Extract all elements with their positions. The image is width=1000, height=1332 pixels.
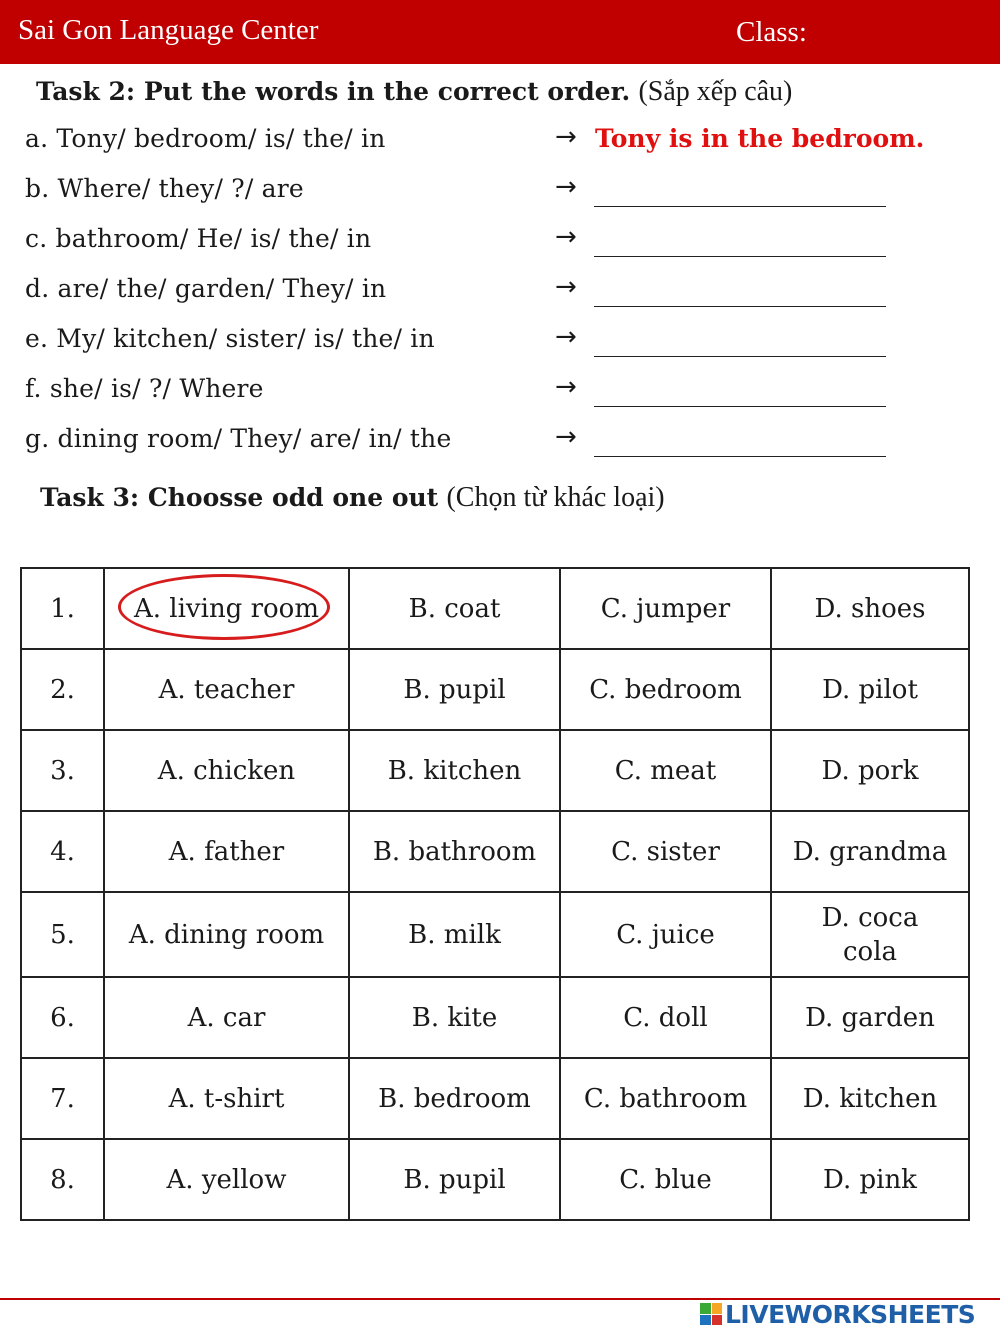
option-a[interactable]: A. dining room: [104, 892, 349, 977]
option-b[interactable]: B. kitchen: [349, 730, 560, 811]
answer-blank[interactable]: [594, 206, 886, 207]
answer-blank[interactable]: [594, 306, 886, 307]
task3-title: [40, 482, 665, 514]
option-a[interactable]: A. t-shirt: [104, 1058, 349, 1139]
option-a[interactable]: A. yellow: [104, 1139, 349, 1220]
task2-question: b. Where/ they/ ?/ are: [25, 174, 304, 203]
option-c[interactable]: C. meat: [560, 730, 771, 811]
task2-title-bold: Task 2: Put the words in the correct order.: [36, 77, 631, 106]
option-b[interactable]: B. kite: [349, 977, 560, 1058]
table-row: [21, 811, 969, 892]
option-a[interactable]: A. father: [104, 811, 349, 892]
option-c[interactable]: C. blue: [560, 1139, 771, 1220]
liveworksheets-logo: [700, 1300, 975, 1328]
row-number: 1.: [21, 568, 104, 649]
arrow-icon: →: [555, 122, 577, 152]
option-b[interactable]: B. pupil: [349, 1139, 560, 1220]
option-c[interactable]: C. sister: [560, 811, 771, 892]
arrow-icon: →: [555, 372, 577, 402]
table-row: [21, 977, 969, 1058]
logo-icon: [700, 1303, 722, 1325]
option-c[interactable]: C. bedroom: [560, 649, 771, 730]
task3-title-bold: Task 3: Choosse odd one out: [40, 483, 439, 512]
option-a[interactable]: A. car: [104, 977, 349, 1058]
table-row: [21, 730, 969, 811]
option-d[interactable]: D. pink: [771, 1139, 969, 1220]
option-c[interactable]: C. jumper: [560, 568, 771, 649]
header-bar: [0, 0, 1000, 64]
table-row: [21, 649, 969, 730]
center-name: Sai Gon Language Center: [18, 14, 319, 46]
task2-question: f. she/ is/ ?/ Where: [25, 374, 264, 403]
task2-question: e. My/ kitchen/ sister/ is/ the/ in: [25, 324, 435, 353]
option-c[interactable]: C. doll: [560, 977, 771, 1058]
row-number: 7.: [21, 1058, 104, 1139]
option-d[interactable]: D. kitchen: [771, 1058, 969, 1139]
task2-title-sub: (Sắp xếp câu): [638, 76, 793, 107]
task2-question: g. dining room/ They/ are/ in/ the: [25, 424, 452, 453]
table-row: [21, 568, 969, 649]
logo-text: LIVEWORKSHEETS: [725, 1299, 976, 1329]
table-row: [21, 1058, 969, 1139]
option-c[interactable]: C. bathroom: [560, 1058, 771, 1139]
task3-title-sub: (Chọn từ khác loại): [446, 482, 665, 513]
option-a[interactable]: A. chicken: [104, 730, 349, 811]
task2-item-a: [0, 124, 1000, 164]
task2-item-e: [0, 324, 1000, 364]
arrow-icon: →: [555, 172, 577, 202]
arrow-icon: →: [555, 322, 577, 352]
row-number: 8.: [21, 1139, 104, 1220]
option-d[interactable]: D. shoes: [771, 568, 969, 649]
option-b[interactable]: B. bathroom: [349, 811, 560, 892]
table-row: [21, 892, 969, 977]
task2-question: d. are/ the/ garden/ They/ in: [25, 274, 387, 303]
task2-item-b: [0, 174, 1000, 214]
option-b[interactable]: B. milk: [349, 892, 560, 977]
task2-answer: Tony is in the bedroom.: [595, 124, 925, 153]
arrow-icon: →: [555, 422, 577, 452]
option-d[interactable]: D. garden: [771, 977, 969, 1058]
option-d[interactable]: D. grandma: [771, 811, 969, 892]
answer-blank[interactable]: [594, 356, 886, 357]
option-d[interactable]: D. coca cola: [771, 892, 969, 977]
task2-item-f: [0, 374, 1000, 414]
arrow-icon: →: [555, 222, 577, 252]
task2-item-g: [0, 424, 1000, 464]
option-b[interactable]: B. coat: [349, 568, 560, 649]
option-a[interactable]: A. teacher: [104, 649, 349, 730]
option-b[interactable]: B. pupil: [349, 649, 560, 730]
task2-title: [36, 76, 792, 108]
row-number: 2.: [21, 649, 104, 730]
task2-question: c. bathroom/ He/ is/ the/ in: [25, 224, 372, 253]
answer-blank[interactable]: [594, 456, 886, 457]
answer-blank[interactable]: [594, 256, 886, 257]
task2-item-c: [0, 224, 1000, 264]
row-number: 4.: [21, 811, 104, 892]
option-a[interactable]: A. living room: [104, 568, 349, 649]
arrow-icon: →: [555, 272, 577, 302]
row-number: 3.: [21, 730, 104, 811]
task2-item-d: [0, 274, 1000, 314]
option-d[interactable]: D. pilot: [771, 649, 969, 730]
option-c[interactable]: C. juice: [560, 892, 771, 977]
task2-question: a. Tony/ bedroom/ is/ the/ in: [25, 124, 386, 153]
row-number: 6.: [21, 977, 104, 1058]
table-row: [21, 1139, 969, 1220]
row-number: 5.: [21, 892, 104, 977]
option-b[interactable]: B. bedroom: [349, 1058, 560, 1139]
class-label: Class:: [736, 16, 807, 48]
answer-blank[interactable]: [594, 406, 886, 407]
option-d[interactable]: D. pork: [771, 730, 969, 811]
odd-one-out-table: [20, 567, 970, 1221]
